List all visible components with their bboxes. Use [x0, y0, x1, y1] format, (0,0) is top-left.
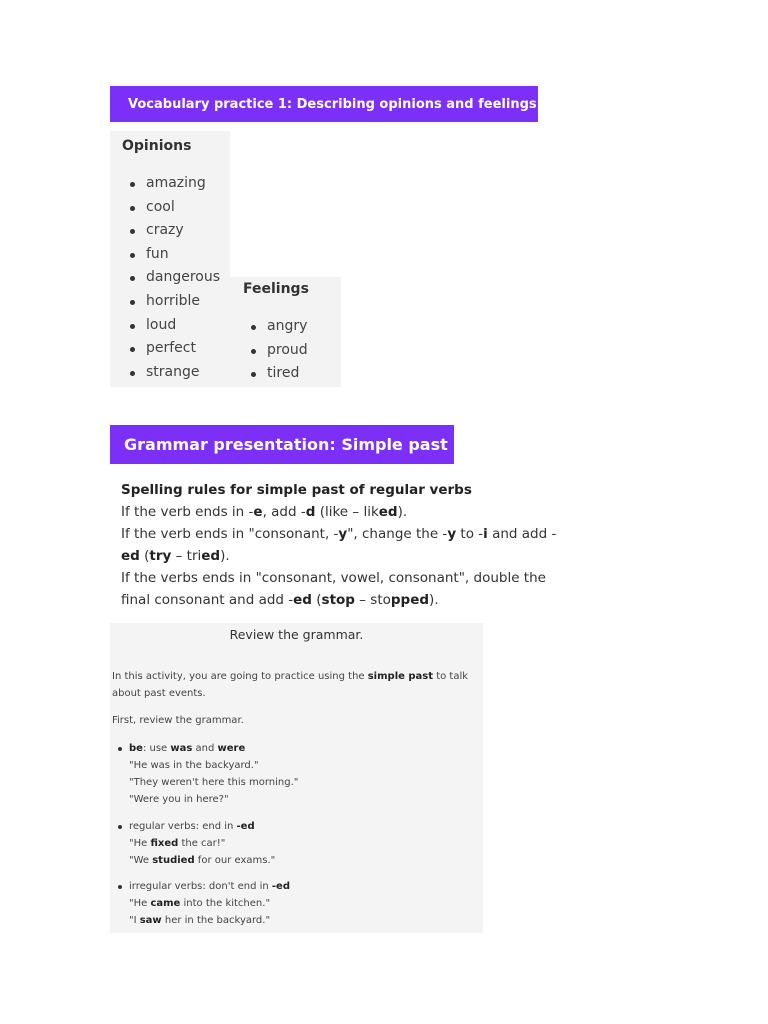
- bullet-icon: [130, 276, 135, 281]
- list-item: cool: [122, 196, 220, 220]
- bullet-icon: [130, 253, 135, 258]
- feelings-title: Feelings: [243, 281, 309, 297]
- vocabulary-section-banner: Vocabulary practice 1: Describing opinions and feelings: [110, 86, 538, 122]
- spelling-rules-heading: Spelling rules for simple past of regular verbs: [121, 482, 472, 498]
- bullet-icon: [130, 324, 135, 329]
- review-grammar-box: [110, 623, 483, 933]
- review-title: Review the grammar.: [229, 627, 364, 642]
- bullet-icon: [118, 885, 122, 889]
- list-item: fun: [122, 243, 220, 267]
- example-line: "He was in the backyard.": [129, 760, 259, 771]
- spelling-rules: [121, 479, 561, 611]
- bullet-icon: [130, 206, 135, 211]
- list-item: amazing: [122, 172, 220, 196]
- spelling-rule-1: If the verb ends in -e, add -d (like – liked).: [121, 504, 408, 520]
- opinions-title: Opinions: [122, 138, 192, 154]
- regular-verbs-head: regular verbs: end in -ed: [129, 821, 255, 832]
- example-line: "They weren't here this morning.": [129, 777, 299, 788]
- grammar-section-banner: Grammar presentation: Simple past: [110, 425, 454, 464]
- bullet-icon: [118, 747, 122, 751]
- regular-verbs-item: [118, 818, 478, 869]
- bullet-icon: [130, 347, 135, 352]
- be-rule-item: [118, 740, 478, 808]
- irregular-verbs-item: [118, 878, 478, 929]
- list-item: tired: [243, 362, 308, 386]
- opinions-list: [122, 172, 220, 384]
- review-intro: In this activity, you are going to practice using the simple past to talk about past events.: [112, 671, 469, 699]
- example-line: "He came into the kitchen.": [129, 898, 271, 909]
- bullet-icon: [130, 182, 135, 187]
- example-line: "I saw her in the backyard.": [129, 915, 271, 926]
- list-item: crazy: [122, 219, 220, 243]
- example-line: "He fixed the car!": [129, 838, 226, 849]
- list-item: strange: [122, 361, 220, 385]
- be-rule-head: be: use was and were: [129, 743, 246, 754]
- spelling-rule-3: If the verbs ends in "consonant, vowel, consonant", double the final consonant and add -ed (stop – stopped).: [121, 570, 546, 608]
- opinions-panel: [110, 131, 230, 387]
- irregular-verbs-head: irregular verbs: don't end in -ed: [129, 881, 290, 892]
- bullet-icon: [251, 349, 256, 354]
- spelling-rule-2: If the verb ends in "consonant, -y", change the -y to -i and add -ed (try – tried).: [121, 526, 557, 564]
- list-item: loud: [122, 314, 220, 338]
- bullet-icon: [130, 229, 135, 234]
- bullet-icon: [251, 325, 256, 330]
- bullet-icon: [118, 825, 122, 829]
- review-first-line: First, review the grammar.: [112, 715, 244, 726]
- bullet-icon: [251, 372, 256, 377]
- list-item: dangerous: [122, 266, 220, 290]
- list-item: perfect: [122, 337, 220, 361]
- list-item: angry: [243, 315, 308, 339]
- bullet-icon: [130, 371, 135, 376]
- example-line: "Were you in here?": [129, 794, 229, 805]
- feelings-panel: [230, 277, 341, 387]
- feelings-list: [243, 315, 308, 386]
- bullet-icon: [130, 300, 135, 305]
- list-item: horrible: [122, 290, 220, 314]
- list-item: proud: [243, 339, 308, 363]
- example-line: "We studied for our exams.": [129, 855, 276, 866]
